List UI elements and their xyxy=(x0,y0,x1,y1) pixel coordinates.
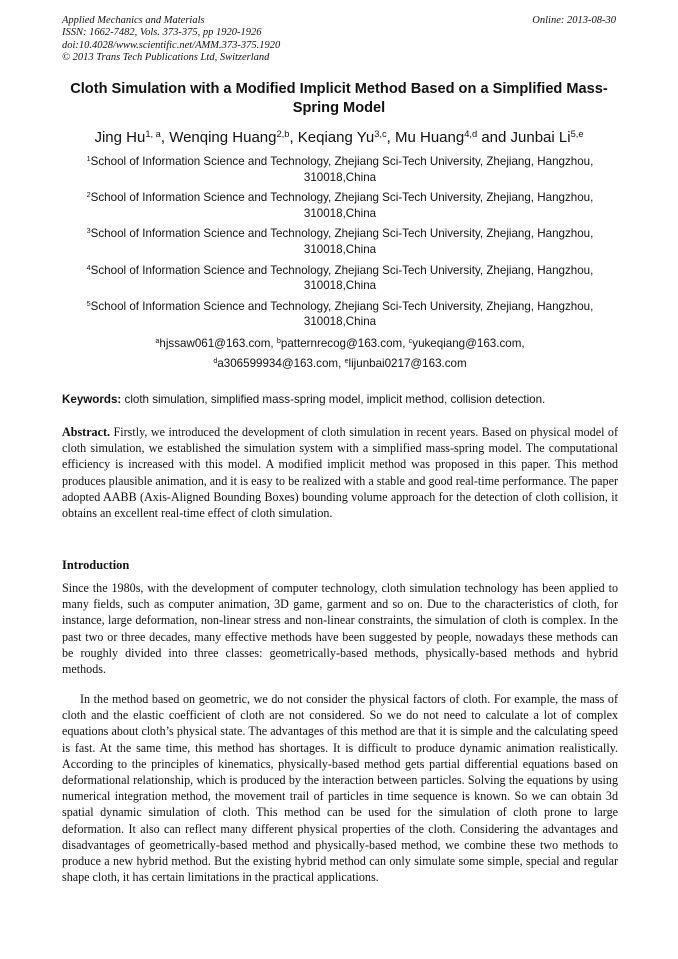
affiliation xyxy=(62,226,618,257)
introduction-paragraph-2: In the method based on geometric, we do not consider the physical factors of cloth. For example, the mass of cloth and the elastic coefficient of cloth are not considered. So we do not need to calculate a lot of complex equations about cloth’s physical state. The advantages of this method are that it is simple and the calculating speed is fast. At the same time, this method has shortages. It is difficult to produce dynamic animation realistically. According to the principles of kinematics, physically-based method gets partial differential equations based on deformational relationship, which is produced by the interaction between particles. Solving the equations by using numerical integration method, the movement trail of particles in time sequence is known. So we can obtain 3d spatial dynamic simulation of cloth. This method can be used for the simulation of cloth prone to large deformation. It also can reflect many different physical properties of the cloth. Considering the advantages and disadvantages of geometrically-based method and physically-based method, we combine these two methods to produce a new hybrid method. But the existing hybrid method can only simulate some simple, special and regular shape cloth, it has certain limitations in the practical applications. xyxy=(62,692,618,885)
email-sup: a xyxy=(155,336,160,346)
issn: ISSN: 1662-7482, Vols. 373-375, pp 1920-1926 xyxy=(62,27,262,39)
email-sup: d xyxy=(213,356,218,366)
affiliation-num: 2 xyxy=(86,190,91,200)
email-line: $^d$a306599934@163.com, $^e$lijunbai0217@163.com xyxy=(213,356,467,370)
keywords-text: cloth simulation, simplified mass-spring model, implicit method, collision detection. xyxy=(124,393,546,406)
affiliation-text: School of Information Science and Technology, Zhejiang Sci-Tech University, Zhejiang, Hangzhou, 310018,China xyxy=(90,155,594,184)
paper-title: Cloth Simulation with a Modified Implicit Method Based on a Simplified Mass-Spring Model xyxy=(70,81,608,116)
author-list xyxy=(40,128,638,148)
affiliation-num: 4 xyxy=(86,262,91,272)
keywords xyxy=(62,392,618,408)
keywords-label: Keywords: xyxy=(62,393,122,406)
email-address: hjssaw061@163.com xyxy=(159,337,271,350)
affiliation xyxy=(62,154,618,185)
affiliation-list xyxy=(62,154,618,335)
affiliation xyxy=(62,299,618,330)
author-sep: , xyxy=(289,129,298,146)
email-sup: c xyxy=(408,336,413,346)
author-sup: 3,c xyxy=(374,128,387,139)
author-sup: 4,d xyxy=(464,128,478,139)
author-name: Jing Hu xyxy=(94,129,146,146)
online-date: Online: 2013-08-30 xyxy=(532,15,616,26)
email-address: yukeqiang@163.com xyxy=(412,337,522,350)
journal-meta xyxy=(62,15,280,65)
abstract-text: Firstly, we introduced the development of cloth simulation in recent years. Based on physical model of cloth simulation, we established the simulation system with a simplified mass-spring model. The computational efficiency is increased with this model. A modified implicit method was proposed in this paper. This method produces plausible animation, and it is easy to be realized with a stable and good real-time performance. The paper adopted AABB (Axis-Aligned Bounding Boxes) bounding volume approach for the detection of cloth collision, it obtains an excellent real-time effect of cloth simulation. xyxy=(62,425,619,521)
affiliation-num: 1 xyxy=(86,154,91,164)
copyright: © 2013 Trans Tech Publications Ltd, Switzerland xyxy=(62,52,270,64)
author-name: Keqiang Yu xyxy=(297,129,375,146)
abstract xyxy=(62,424,618,521)
journal-name: Applied Mechanics and Materials xyxy=(62,15,205,26)
email-sup: b xyxy=(276,336,281,346)
email-address: patternrecog@163.com xyxy=(280,337,403,350)
affiliation xyxy=(62,190,618,221)
email-list xyxy=(62,334,618,374)
author-sep: and xyxy=(477,129,511,146)
author-sup: 2,b xyxy=(276,128,290,139)
author-name: Mu Huang xyxy=(395,129,465,146)
email-sup: e xyxy=(344,356,349,366)
section-heading-introduction: Introduction xyxy=(62,558,130,572)
affiliation-num: 3 xyxy=(86,226,91,236)
author-name: Junbai Li xyxy=(510,129,571,146)
email-address: a306599934@163.com xyxy=(217,357,339,370)
email-line: $^a$hjssaw061@163.com, $^b$patternrecog@163.com, $^c$yukeqiang@163.com, xyxy=(155,336,525,350)
author-sup: 1, a xyxy=(145,128,161,139)
affiliation-text: School of Information Science and Technology, Zhejiang Sci-Tech University, Zhejiang, Hangzhou, 310018,China xyxy=(90,191,594,220)
doi: doi:10.4028/www.scientific.net/AMM.373-375.1920 xyxy=(62,39,281,51)
author-name: Wenqing Huang xyxy=(169,129,277,146)
abstract-label: Abstract. xyxy=(62,425,111,439)
affiliation-text: School of Information Science and Technology, Zhejiang Sci-Tech University, Zhejiang, Hangzhou, 310018,China xyxy=(90,263,594,293)
affiliation-text: School of Information Science and Technology, Zhejiang Sci-Tech University, Zhejiang, Hangzhou, 310018,China xyxy=(90,299,594,329)
affiliation-num: 5 xyxy=(86,298,91,308)
author-sep: , xyxy=(386,129,395,146)
affiliation-text: School of Information Science and Technology, Zhejiang Sci-Tech University, Zhejiang, Hangzhou, 310018,China xyxy=(90,227,594,256)
author-sup: 5,e xyxy=(570,128,584,139)
email-address: lijunbai0217@163.com xyxy=(348,357,467,370)
introduction-paragraph-1: Since the 1980s, with the development of computer technology, cloth simulation technology has been applied to many fields, such as computer animation, 3D game, garment and so on. Due to the characteristics of cloth, for instance, large deformation, non-linear stress and non-linear constraints, the simulation of cloth is complex. In the past two or three decades, many effective methods have been suggested by people, nowadays these methods can be roughly divided into three classes: geometrically-based methods, physically-based methods and hybrid methods. xyxy=(62,581,618,677)
affiliation xyxy=(62,263,618,294)
author-sep: , xyxy=(160,129,170,146)
